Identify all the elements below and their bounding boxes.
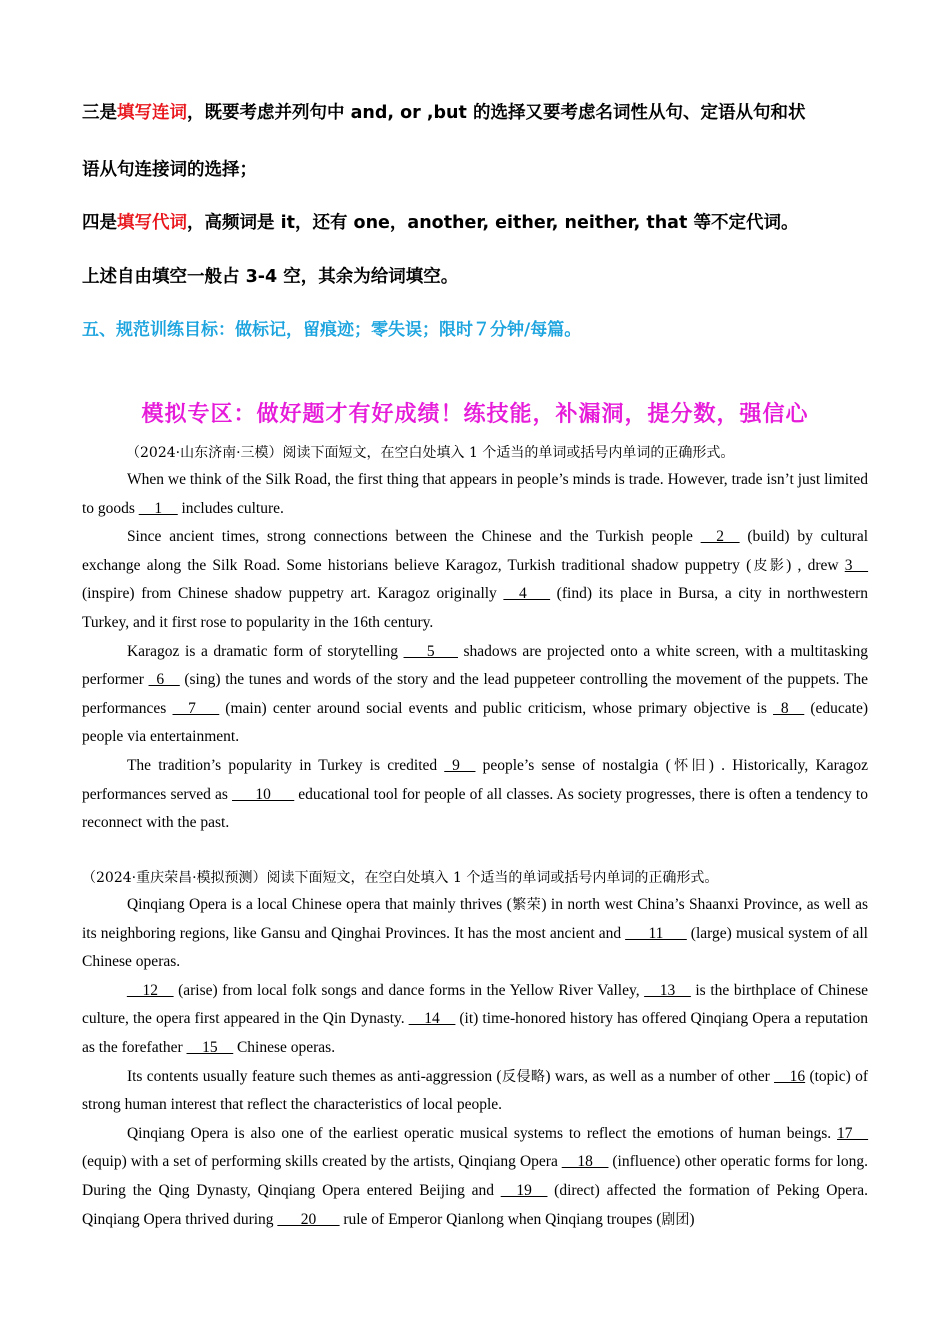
passage-2-paragraph-4: Qinqiang Opera is also one of the earliest operatic musical systems to reflect the emotions of human beings. 17__ (equip) with a set of performing skills created by the artists, Qinqiang Opera __18__ (influence) other operatic forms for long. During the Qing Dynasty, Qinqiang Opera entered Beijing and __19__ (direct) affected the formation of Peking Opera. Qinqiang Opera thrived during ___20___ rule of Emperor Qianlong when Qinqiang troupes (剧团) <box>82 1124 868 1228</box>
zone-title: 模拟专区：做好题才有好成绩！练技能，补漏洞，提分数，强信心 <box>141 402 809 427</box>
blank-20: ___20___ <box>277 1210 340 1228</box>
blank-12: __12__ <box>126 981 174 999</box>
tip-3-lead: 三是 <box>82 103 117 123</box>
blank-11: ___11___ <box>625 924 687 942</box>
blank-15: __15__ <box>186 1038 234 1056</box>
tip-3-cont: 语从句连接词的选择； <box>82 160 257 180</box>
passage-2-instruction: （2024·重庆荣昌·模拟预测）阅读下面短文，在空白处填入 1 个适当的单词或括号内单词的正确形式。 <box>82 870 719 886</box>
passage-1-paragraph-4: The tradition’s popularity in Turkey is credited _9__ people’s sense of nostalgia (怀旧) . Historically, Karagoz performances served as ___10___ educational tool for people of all classes. As society progresses, there is often a tendency to reconnect with the past. <box>82 756 868 832</box>
blank-13: __13__ <box>644 981 691 999</box>
passage-1-instruction: （2024·山东济南·三模）阅读下面短文，在空白处填入 1 个适当的单词或括号内单词的正确形式。 <box>126 445 735 461</box>
tip-3-text: ，既要考虑并列句中 and, or ,but 的选择又要考虑名词性从句、定语从句和状 <box>187 103 806 123</box>
blank-7: __7___ <box>172 699 220 717</box>
passage-1-paragraph-1: When we think of the Silk Road, the first thing that appears in people’s minds is trade. However, trade isn’t just limited to goods __1__ includes culture. <box>82 471 868 517</box>
blank-2: __2__ <box>700 528 740 546</box>
blank-3: 3__ <box>844 556 868 574</box>
passage-1-paragraph-3: Karagoz is a dramatic form of storytelling ___5___ shadows are projected onto a white screen, with a multitasking performer _6__ (sing) the tunes and words of the story and the lead puppeteer controlling the movement of the puppets. The performances __7___ (main) center around social events and public criticism, whose primary objective is _8__ (educate) people via entertainment. <box>82 642 869 746</box>
blank-8: _8__ <box>773 699 805 717</box>
blank-10: ___10___ <box>232 785 295 803</box>
tip-4 <box>82 211 798 235</box>
blank-9: _9__ <box>444 756 476 774</box>
blank-17: 17__ <box>837 1124 868 1142</box>
blank-1: __1__ <box>138 499 178 517</box>
blank-5: ___5___ <box>403 642 458 660</box>
passage-2-paragraph-3: Its contents usually feature such themes as anti-aggression (反侵略) wars, as well as a number of other __16 (topic) of strong human interest that reflect the characteristics of local people. <box>82 1067 869 1114</box>
tip-4-lead: 四是 <box>82 213 117 233</box>
passage-2 <box>82 891 868 1234</box>
tip-note: 上述自由填空一般占 3-4 空，其余为给词填空。 <box>82 267 459 287</box>
blank-14: __14__ <box>408 1010 456 1028</box>
tip-5: 五、规范训练目标：做标记，留痕迹；零失误；限时７分钟/每篇。 <box>82 320 582 340</box>
passage-1-paragraph-2: Since ancient times, strong connections between the Chinese and the Turkish people __2__ (build) by cultural exchange along the Silk Road. Some historians believe Karagoz, Turkish traditional shadow puppetry (皮影) , drew 3__ (inspire) from Chinese shadow puppetry art. Karagoz originally __4___ (find) its place in Bursa, a city in northwestern Turkey, and it first rose to popularity in the 16th century. <box>82 528 869 631</box>
blank-18: __18__ <box>561 1153 609 1171</box>
tip-4-highlight: 填写代词 <box>117 213 187 233</box>
passage-2-paragraph-2: __12__ (arise) from local folk songs and dance forms in the Yellow River Valley, __13__ is the birthplace of Chinese culture, the opera first appeared in the Qin Dynasty. __14__ (it) time-honored history has offered Qinqiang Opera a reputation as the forefather __15__ Chinese operas. <box>82 981 869 1056</box>
blank-6: _6__ <box>148 671 180 689</box>
passage-1 <box>82 466 868 838</box>
tip-3 <box>82 101 805 125</box>
blank-19: __19__ <box>500 1181 548 1199</box>
tip-3-highlight: 填写连词 <box>117 103 187 123</box>
passage-2-paragraph-1: Qinqiang Opera is a local Chinese opera that mainly thrives (繁荣) in north west China’s Shaanxi Province, as well as its neighboring regions, like Gansu and Qinghai Provinces. It has the most ancient and ___11___ (large) musical system of all Chinese operas. <box>82 896 868 971</box>
blank-4: __4___ <box>503 585 550 603</box>
tip-4-text: ，高频词是 it，还有 one，another, either, neither, that 等不定代词。 <box>187 213 799 233</box>
blank-16: __16 <box>774 1067 806 1085</box>
